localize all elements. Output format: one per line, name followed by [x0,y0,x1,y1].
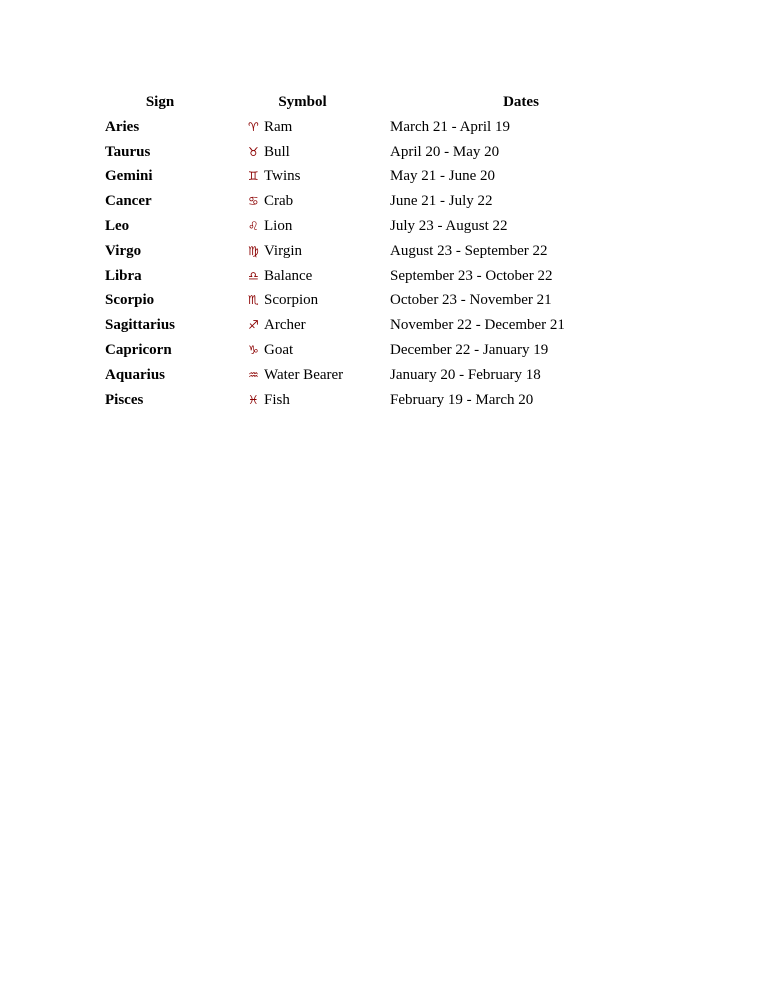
scorpio-icon: ♏ [248,293,259,308]
sign-name: Pisces [105,391,144,408]
table-row [100,140,657,165]
libra-icon: ♎ [248,268,259,283]
symbol-cell [220,338,385,363]
sign-name: Scorpio [105,292,155,309]
symbol-name: Scorpion [264,292,319,309]
date-range: August 23 - September 22 [390,242,548,259]
pisces-icon: ♓ [248,392,259,407]
symbol-cell [220,164,385,189]
aries-icon: ♈ [248,119,259,134]
table-row [100,288,657,313]
sign-name: Leo [105,217,130,234]
symbol-cell [220,214,385,239]
date-range: October 23 - November 21 [390,292,552,309]
sign-name: Capricorn [105,341,172,358]
header-symbol: Symbol [278,94,327,110]
symbol-name: Goat [264,341,294,358]
date-range: December 22 - January 19 [390,341,549,358]
symbol-name: Virgin [264,242,302,259]
symbol-cell [220,115,385,140]
date-range: March 21 - April 19 [390,118,510,135]
table-row [100,363,657,388]
symbol-cell [220,189,385,214]
leo-icon: ♌ [248,218,259,233]
symbol-cell [220,313,385,338]
symbol-name: Lion [264,217,293,234]
sign-name: Aries [105,118,140,135]
sign-name: Gemini [105,168,153,185]
symbol-name: Balance [264,267,313,284]
cancer-icon: ♋ [248,194,259,209]
table-row [100,313,657,338]
date-range: June 21 - July 22 [390,193,493,210]
date-range: September 23 - October 22 [390,267,553,284]
date-range: January 20 - February 18 [390,366,541,383]
date-range: May 21 - June 20 [390,168,495,185]
date-range: April 20 - May 20 [390,143,500,160]
sign-name: Taurus [105,143,151,160]
aquarius-icon: ♒ [248,367,259,382]
sign-name: Cancer [105,193,152,210]
table-row [100,388,657,413]
symbol-name: Archer [264,317,306,334]
symbol-name: Bull [264,143,290,160]
symbol-name: Twins [264,168,301,185]
zodiac-table-body [100,115,657,413]
capricorn-icon: ♑ [248,342,259,357]
symbol-cell [220,239,385,264]
symbol-name: Crab [264,193,294,210]
table-row [100,189,657,214]
table-row [100,115,657,140]
header-dates: Dates [503,94,539,110]
symbol-name: Ram [264,118,293,135]
table-row [100,164,657,189]
table-row [100,264,657,289]
header-sign: Sign [145,94,175,110]
table-row [100,214,657,239]
table-row [100,239,657,264]
sign-name: Virgo [105,242,142,259]
virgo-icon: ♍ [248,243,259,258]
symbol-name: Water Bearer [264,366,344,383]
symbol-cell [220,388,385,413]
zodiac-table [100,90,657,412]
table-row [100,338,657,363]
sign-name: Libra [105,267,142,284]
sign-name: Aquarius [105,366,166,383]
date-range: November 22 - December 21 [390,317,565,334]
gemini-icon: ♊ [248,169,259,184]
taurus-icon: ♉ [248,144,259,159]
table-header-row [100,90,657,115]
symbol-name: Fish [264,391,290,408]
symbol-cell [220,288,385,313]
symbol-cell [220,363,385,388]
symbol-cell [220,140,385,165]
date-range: February 19 - March 20 [390,391,534,408]
sign-name: Sagittarius [105,317,176,334]
sagittarius-icon: ♐ [248,318,259,333]
symbol-cell [220,264,385,289]
date-range: July 23 - August 22 [390,217,508,234]
